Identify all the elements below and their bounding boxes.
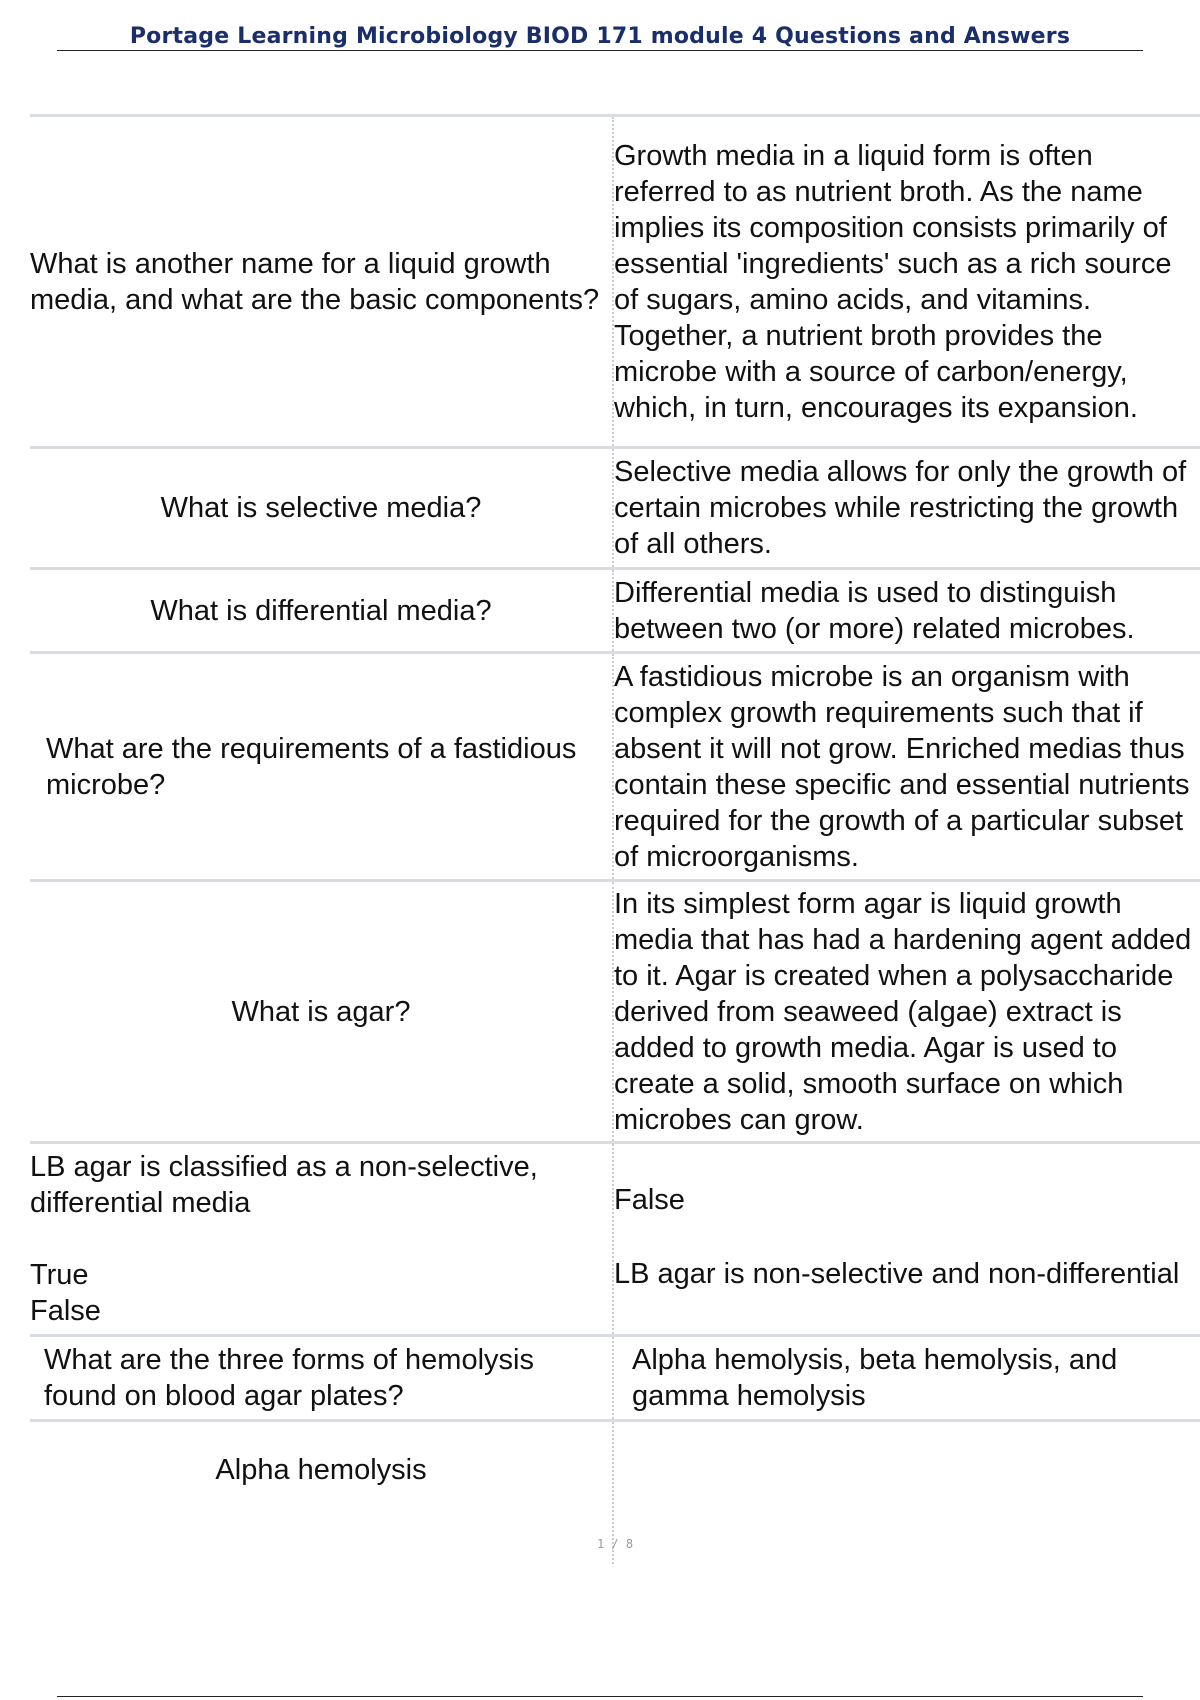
option-false: False: [30, 1295, 101, 1327]
document-title: Portage Learning Microbiology BIOD 171 module 4 Questions and Answers: [129, 24, 1071, 49]
page-divider: [57, 1696, 1143, 1697]
document-header: [57, 24, 1143, 51]
question-cell: What is differential media?: [150, 594, 492, 627]
table-row: [30, 1143, 1200, 1336]
answer-cell: [613, 1143, 1200, 1336]
answer-cell: Alpha hemolysis, beta hemolysis, and gamma hemolysis: [613, 1336, 1200, 1421]
qa-table: [30, 114, 1200, 1564]
answer-cell: Differential media is used to distinguish between two (or more) related microbes.: [613, 569, 1200, 653]
answer-cell: A fastidious microbe is an organism with complex growth requirements such that if absent it will not grow. Enriched medias thus contain these specific and essential nutrients required for the growth of a particular subset of microorganisms.: [613, 653, 1200, 881]
table-row: [30, 653, 1200, 881]
table-row: [30, 569, 1200, 653]
question-cell: Alpha hemolysis: [215, 1454, 427, 1486]
table-row: [30, 1336, 1200, 1421]
answer-cell: Selective media allows for only the growth of certain microbes while restricting the growth of all others.: [613, 448, 1200, 569]
answer-explanation: LB agar is non-selective and non-differential: [614, 1258, 1180, 1290]
page-indicator: 1 / 8: [596, 1537, 634, 1551]
answer-cell: Growth media in a liquid form is often referred to as nutrient broth. As the name implies its composition consists primarily of essential 'ingredients' such as a rich source of sugars, amino acids, and vitamins. Together, a nutrient broth provides the microbe with a source of carbon/energy, which, in turn, encourages its expansion.: [613, 116, 1200, 448]
table-row: [30, 881, 1200, 1143]
table-row: [30, 116, 1200, 448]
answer-cell: In its simplest form agar is liquid growth media that has had a hardening agent added to it. Agar is created when a polysaccharide derived from seaweed (algae) extract is added to growth media. Agar is used to create a solid, smooth surface on which microbes can grow.: [613, 881, 1200, 1143]
question-cell: What is selective media?: [160, 492, 482, 524]
answer-cell: [613, 1421, 1200, 1565]
question-cell: What are the requirements of a fastidious microbe?: [46, 732, 577, 801]
question-cell: [30, 1143, 613, 1336]
question-text: LB agar is classified as a non-selective, differential media: [30, 1151, 538, 1219]
option-true: True: [30, 1259, 89, 1291]
question-cell: What are the three forms of hemolysis found on blood agar plates?: [44, 1344, 534, 1412]
question-cell: What is agar?: [231, 995, 411, 1028]
answer-text: False: [614, 1184, 685, 1216]
table-row: [30, 448, 1200, 569]
question-cell: What is another name for a liquid growth media, and what are the basic components?: [30, 247, 600, 316]
